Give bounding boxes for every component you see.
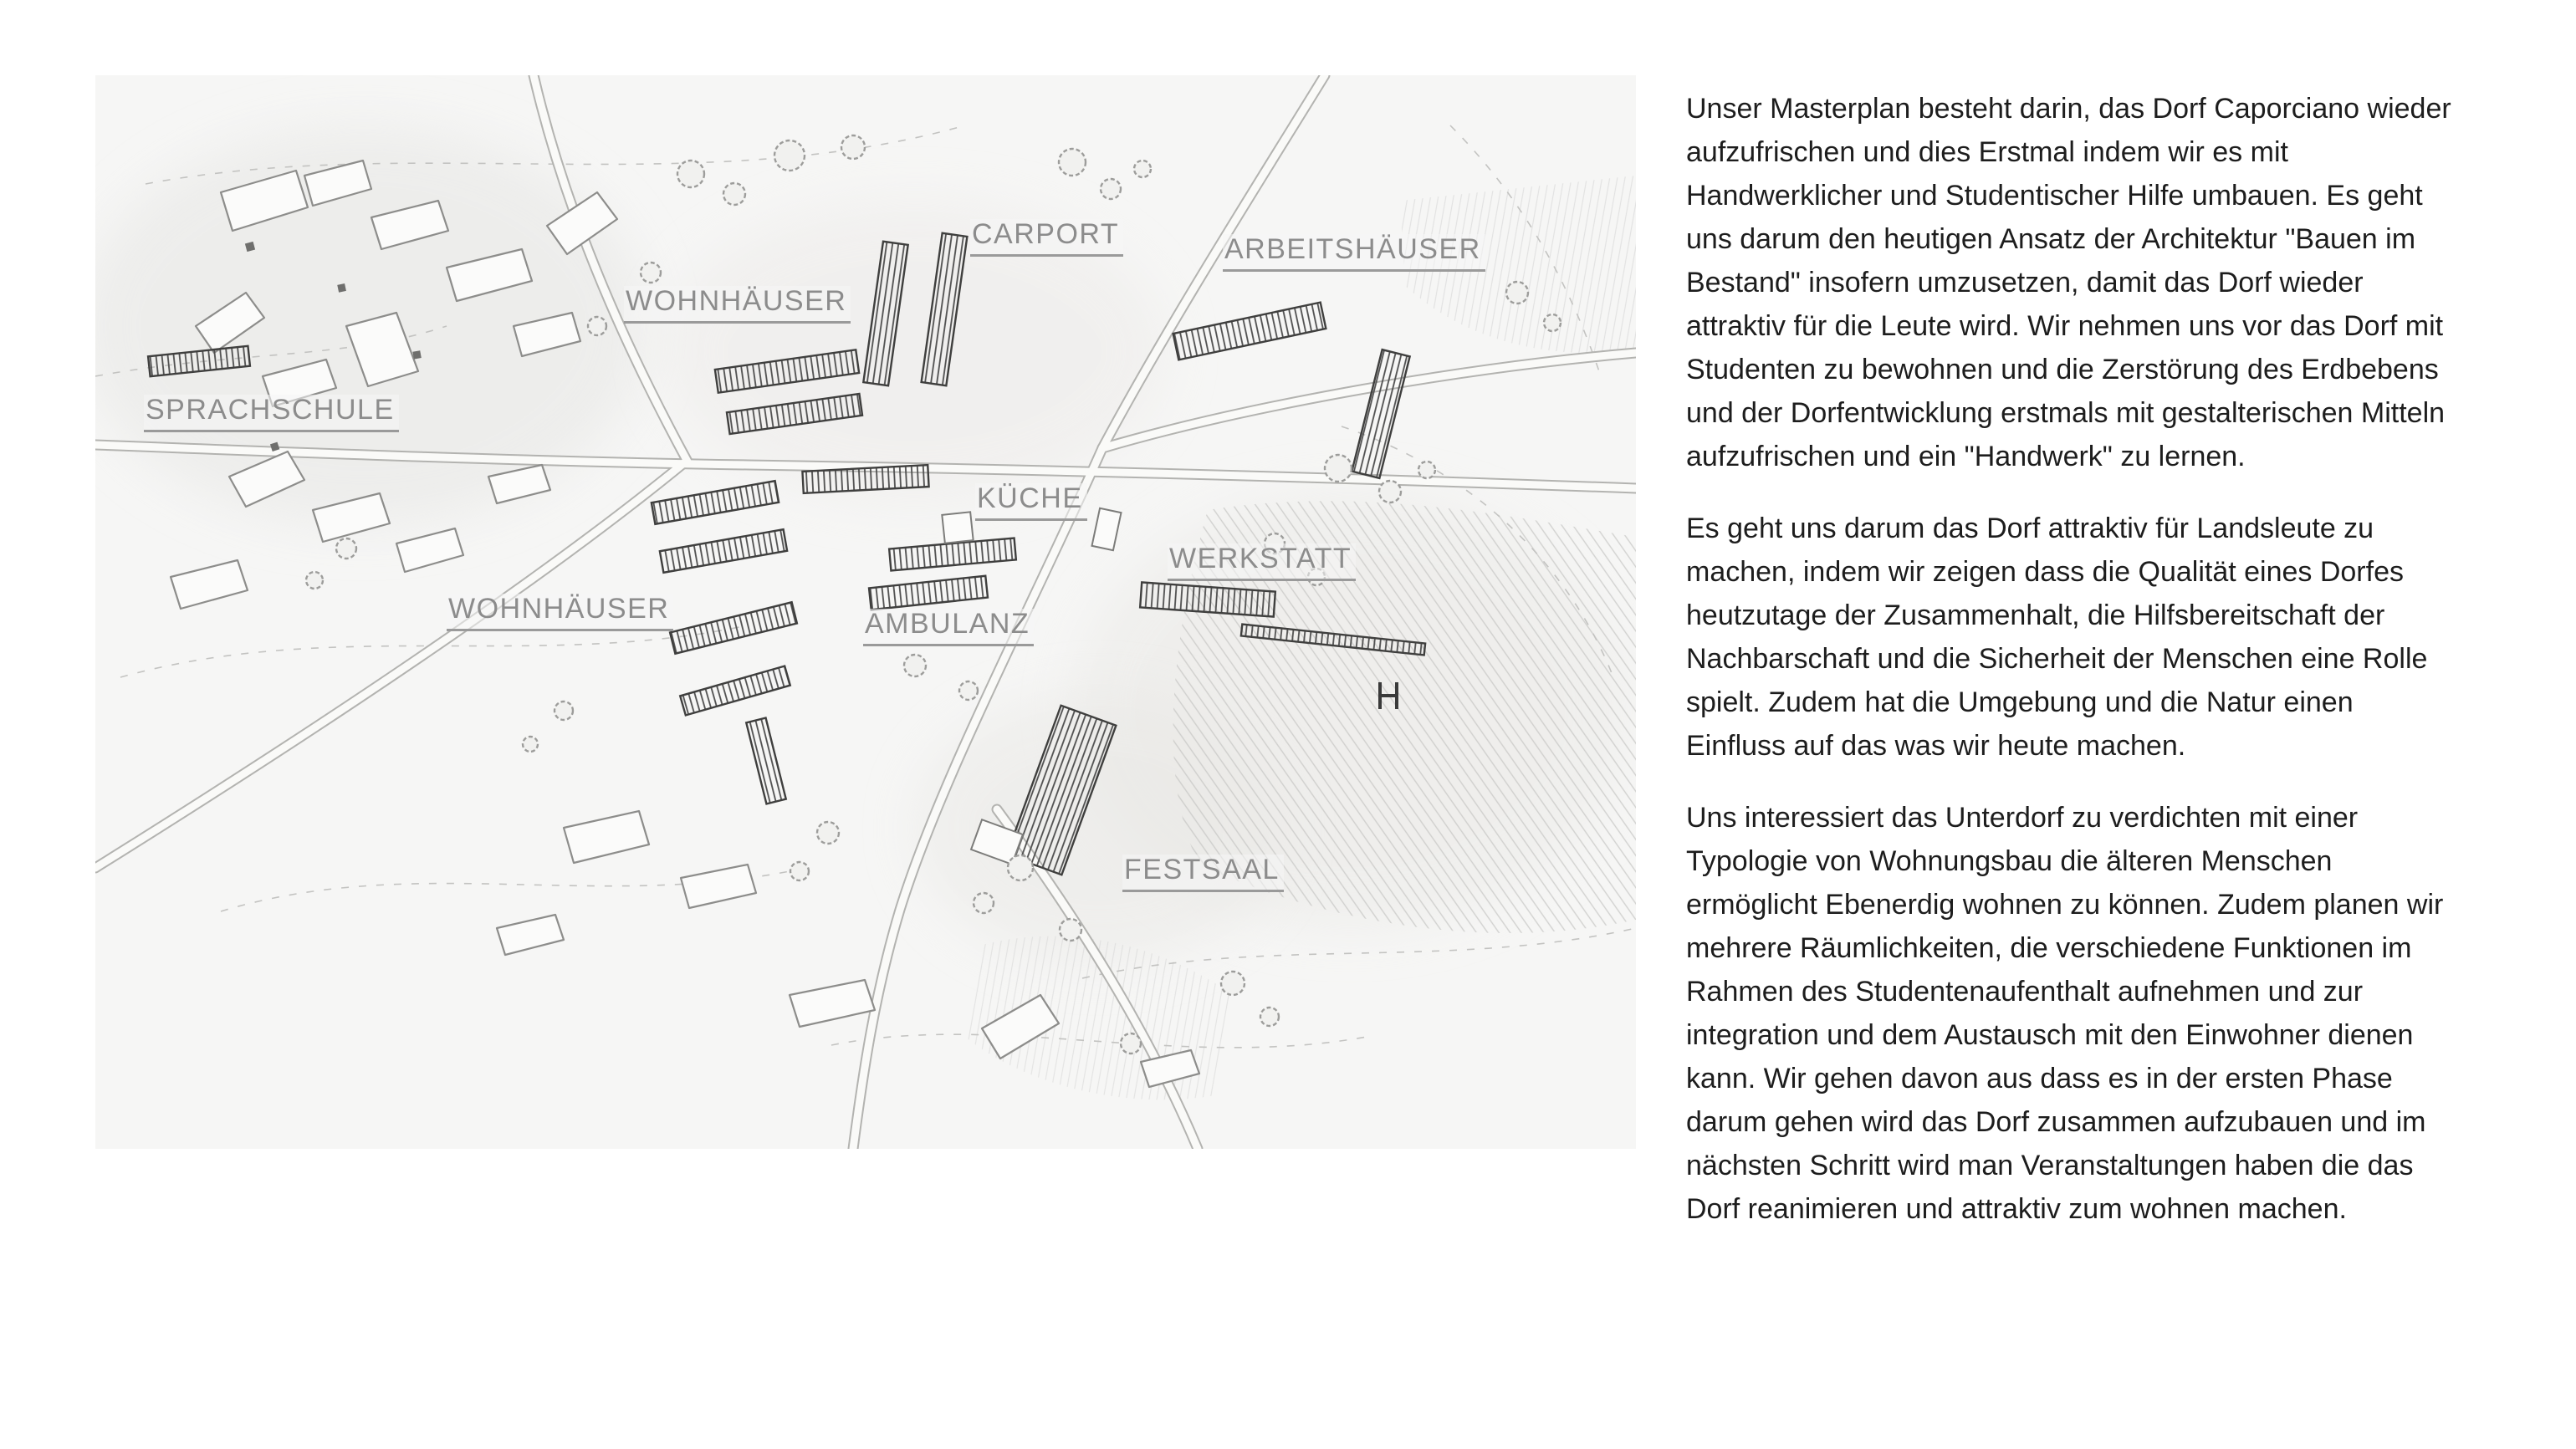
plan-label-wohnhaeuser-sued: WOHNHÄUSER (447, 594, 673, 631)
description-paragraph-3: Uns interessiert das Unterdorf zu verdichten mit einer Typologie von Wohnungsbau die älteren Menschen ermöglicht Ebenerdig wohnen zu können. Zudem planen wir mehrere Räumlichkeiten, die verschiedene Funktionen im Rahmen des Studentenaufenthalt aufnehmen und zur integration und dem Austausch mit den Einwohner dienen kann. Wir gehen davon aus dass es in der ersten Phase darum gehen wird das Dorf zusammen aufzubauen und im nächsten Schritt wird man Veranstaltungen haben die das Dorf reanimieren und attraktiv zum wohnen machen. (1686, 802, 2444, 1225)
plan-label-festsaal: FESTSAAL (1122, 855, 1284, 892)
plan-label-ambulanz: AMBULANZ (863, 609, 1034, 646)
masterplan (95, 75, 1636, 1149)
description-paragraph-1: Unser Masterplan besteht darin, das Dorf Caporciano wieder aufzufrischen und dies Erstmal indem wir es mit Handwerklicher und Studentischer Hilfe umbauen. Es geht uns darum den heutigen Ansatz der Architektur "Bauen im Bestand" insofern umzusetzen, damit das Dorf wieder attraktiv für die Leute wird. Wir nehmen uns vor das Dorf mit Studenten zu bewohnen und die Zerstörung des Erdbebens und der Dorfentwicklung erstmals mit gestalterischen Mitteln aufzufrischen und ein "Handwerk" zu lernen. (1686, 93, 2451, 472)
description-paragraph-2: Es geht uns darum das Dorf attraktiv für Landsleute zu machen, indem wir zeigen dass die Qualität eines Dorfes heutzutage der Zusammenhalt, die Hilfsbereitschaft der Nachbarschaft und die Sicherheit der Menschen eine Rolle spielt. Zudem hat die Umgebung und die Natur einen Einfluss auf das was wir heute machen. (1686, 513, 2428, 762)
description-column (1686, 87, 2454, 1259)
plan-label-wohnhaeuser-nord: WOHNHÄUSER (624, 286, 851, 324)
plan-label-werkstatt: WERKSTATT (1168, 543, 1356, 581)
plan-label-kueche: KÜCHE (975, 483, 1087, 521)
plan-label-carport: CARPORT (970, 219, 1123, 257)
plan-label-arbeitshaeuser: ARBEITSHÄUSER (1223, 234, 1485, 272)
plan-label-sprachschule: SPRACHSCHULE (144, 395, 399, 432)
